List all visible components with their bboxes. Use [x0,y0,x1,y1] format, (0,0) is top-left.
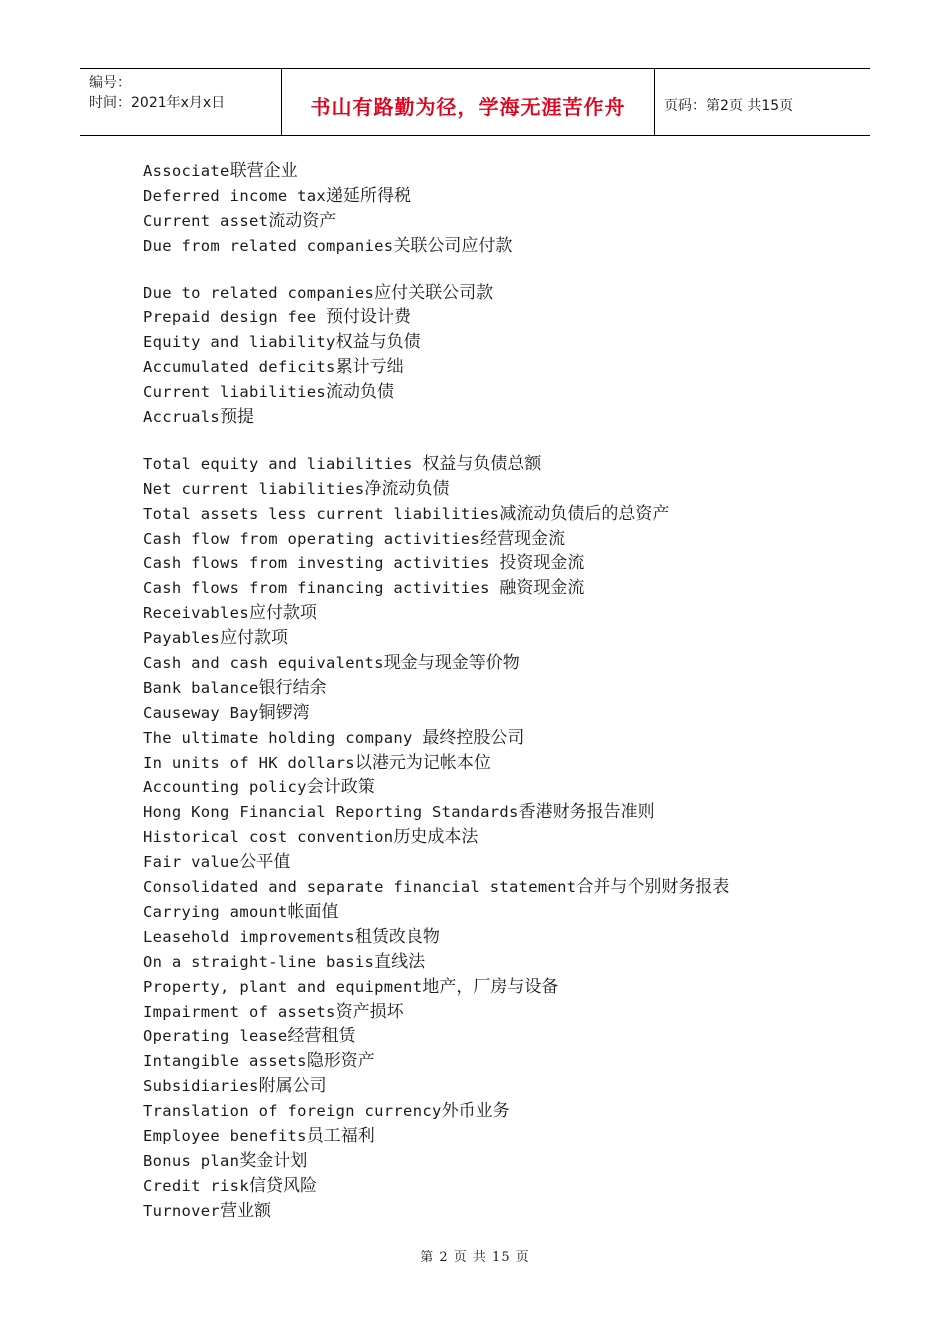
glossary-entry [143,1099,729,1124]
header-motto-cell [282,69,655,135]
english-term: Due to related companies [143,283,375,302]
english-term: Operating lease [143,1027,288,1046]
english-term: Bonus plan [143,1151,240,1170]
glossary-entry [143,234,729,259]
english-term: Fair value [143,853,240,872]
glossary-entry [143,975,729,1000]
chinese-term: 应付关联公司款 [374,282,494,303]
glossary-entry [143,576,729,601]
english-term: Consolidated and separate financial statement [143,878,577,897]
english-term: Historical cost convention [143,828,394,847]
english-term: Hong Kong Financial Reporting Standards [143,803,519,822]
chinese-term: 历史成本法 [393,827,479,848]
english-term: Leasehold improvements [143,927,355,946]
chinese-term: 权益与负债总额 [422,453,542,474]
glossary-entry [143,159,729,184]
glossary-entry [143,551,729,576]
chinese-term: 营业额 [220,1200,272,1221]
glossary-entry [143,281,729,306]
chinese-term: 地产，厂房与设备 [422,976,559,997]
glossary-entry [143,305,729,330]
chinese-term: 直线法 [374,951,426,972]
chinese-term: 帐面值 [287,901,339,922]
chinese-term: 外币业务 [441,1101,510,1122]
chinese-term: 累计亏绌 [335,357,404,378]
glossary-entry [143,527,729,552]
glossary-entry [143,405,729,430]
chinese-term: 经营租赁 [287,1026,356,1047]
chinese-term: 附属公司 [258,1076,327,1097]
english-term: On a straight-line basis [143,952,375,971]
chinese-term: 关联公司应付款 [393,235,513,256]
english-term: Accounting policy [143,778,307,797]
glossary-entry [143,1000,729,1025]
chinese-term: 预提 [220,407,255,428]
glossary-list [143,159,729,1224]
english-term: Cash flows from investing activities [143,554,500,573]
glossary-entry [143,726,729,751]
chinese-term: 现金与现金等价物 [383,653,520,674]
chinese-term: 员工福利 [306,1125,375,1146]
glossary-entry [143,1049,729,1074]
english-term: Accumulated deficits [143,358,336,377]
english-term: Prepaid design fee [143,308,327,327]
english-term: Causeway Bay [143,703,259,722]
page-info: 页码：第2页 共15页 [664,98,794,114]
english-term: Subsidiaries [143,1077,259,1096]
chinese-term: 减流动负债后的总资产 [499,503,670,524]
glossary-entry [143,355,729,380]
chinese-term: 融资现金流 [499,578,585,599]
chinese-term: 最终控股公司 [422,727,525,748]
chinese-term: 信贷风险 [248,1175,317,1196]
chinese-term: 会计政策 [306,777,375,798]
chinese-term: 以港元为记帐本位 [354,752,491,773]
glossary-entry [143,1074,729,1099]
chinese-term: 铜锣湾 [258,702,310,723]
glossary-entry [143,626,729,651]
english-term: Property, plant and equipment [143,977,423,996]
glossary-entry [143,1199,729,1224]
chinese-term: 香港财务报告准则 [518,802,655,823]
english-term: The ultimate holding company [143,728,423,747]
chinese-term: 预付设计费 [326,307,412,328]
chinese-term: 应付款项 [248,603,317,624]
header-meta-cell [80,69,282,135]
glossary-entry [143,950,729,975]
glossary-entry [143,775,729,800]
glossary-entry [143,676,729,701]
chinese-term: 银行结余 [258,677,327,698]
chinese-term: 公平值 [239,852,291,873]
english-term: Intangible assets [143,1052,307,1071]
glossary-entry [143,825,729,850]
glossary-entry [143,900,729,925]
english-term: Due from related companies [143,236,394,255]
chinese-term: 权益与负债 [335,332,421,353]
chinese-term: 租赁改良物 [354,926,440,947]
chinese-term: 递延所得税 [326,185,412,206]
glossary-entry [143,850,729,875]
glossary-entry [143,380,729,405]
glossary-entry [143,1024,729,1049]
english-term: Impairment of assets [143,1002,336,1021]
chinese-term: 净流动负债 [364,478,450,499]
chinese-term: 流动资产 [268,210,337,231]
glossary-entry [143,1174,729,1199]
english-term: Associate [143,162,230,180]
glossary-entry [143,1149,729,1174]
english-term: Employee benefits [143,1126,307,1145]
page-header [80,68,870,136]
glossary-entry [143,1124,729,1149]
english-term: Turnover [143,1201,221,1220]
chinese-term: 应付款项 [220,628,289,649]
english-term: Receivables [143,604,249,623]
serial-number-label: 编号： [89,75,131,91]
chinese-term: 奖金计划 [239,1150,308,1171]
glossary-entry [143,209,729,234]
glossary-entry [143,184,729,209]
english-term: Cash flows from financing activities [143,579,500,598]
english-term: Credit risk [143,1176,249,1195]
page-footer: 第 2 页 共 15 页 [420,1250,530,1265]
english-term: Total equity and liabilities [143,454,423,473]
english-term: Bank balance [143,678,259,697]
glossary-entry [143,875,729,900]
english-term: Accruals [143,408,221,427]
date-line: 时间：2021年x月x日 [89,95,226,111]
glossary-entry [143,651,729,676]
english-term: Payables [143,629,221,648]
chinese-term: 投资现金流 [499,553,585,574]
english-term: Translation of foreign currency [143,1102,442,1121]
english-term: In units of HK dollars [143,753,355,772]
english-term: Deferred income tax [143,186,327,205]
glossary-entry [143,330,729,355]
english-term: Net current liabilities [143,479,365,498]
glossary-entry [143,601,729,626]
glossary-entry [143,502,729,527]
glossary-entry [143,925,729,950]
chinese-term: 隐形资产 [306,1051,375,1072]
english-term: Total assets less current liabilities [143,504,500,523]
english-term: Carrying amount [143,902,288,921]
glossary-entry [143,477,729,502]
glossary-entry [143,452,729,477]
english-term: Current liabilities [143,383,327,402]
english-term: Cash flow from operating activities [143,529,481,548]
english-term: Current asset [143,211,269,230]
glossary-entry [143,701,729,726]
chinese-term: 经营现金流 [480,528,566,549]
chinese-term: 资产损坏 [335,1001,404,1022]
header-page-cell [655,69,870,135]
chinese-term: 合并与个别财务报表 [576,877,730,898]
english-term: Equity and liability [143,333,336,352]
glossary-entry [143,800,729,825]
glossary-entry [143,751,729,776]
chinese-term: 联营企业 [229,161,298,181]
english-term: Cash and cash equivalents [143,654,384,673]
chinese-term: 流动负债 [326,382,395,403]
motto-text: 书山有路勤为径，学海无涯苦作舟 [310,94,626,119]
